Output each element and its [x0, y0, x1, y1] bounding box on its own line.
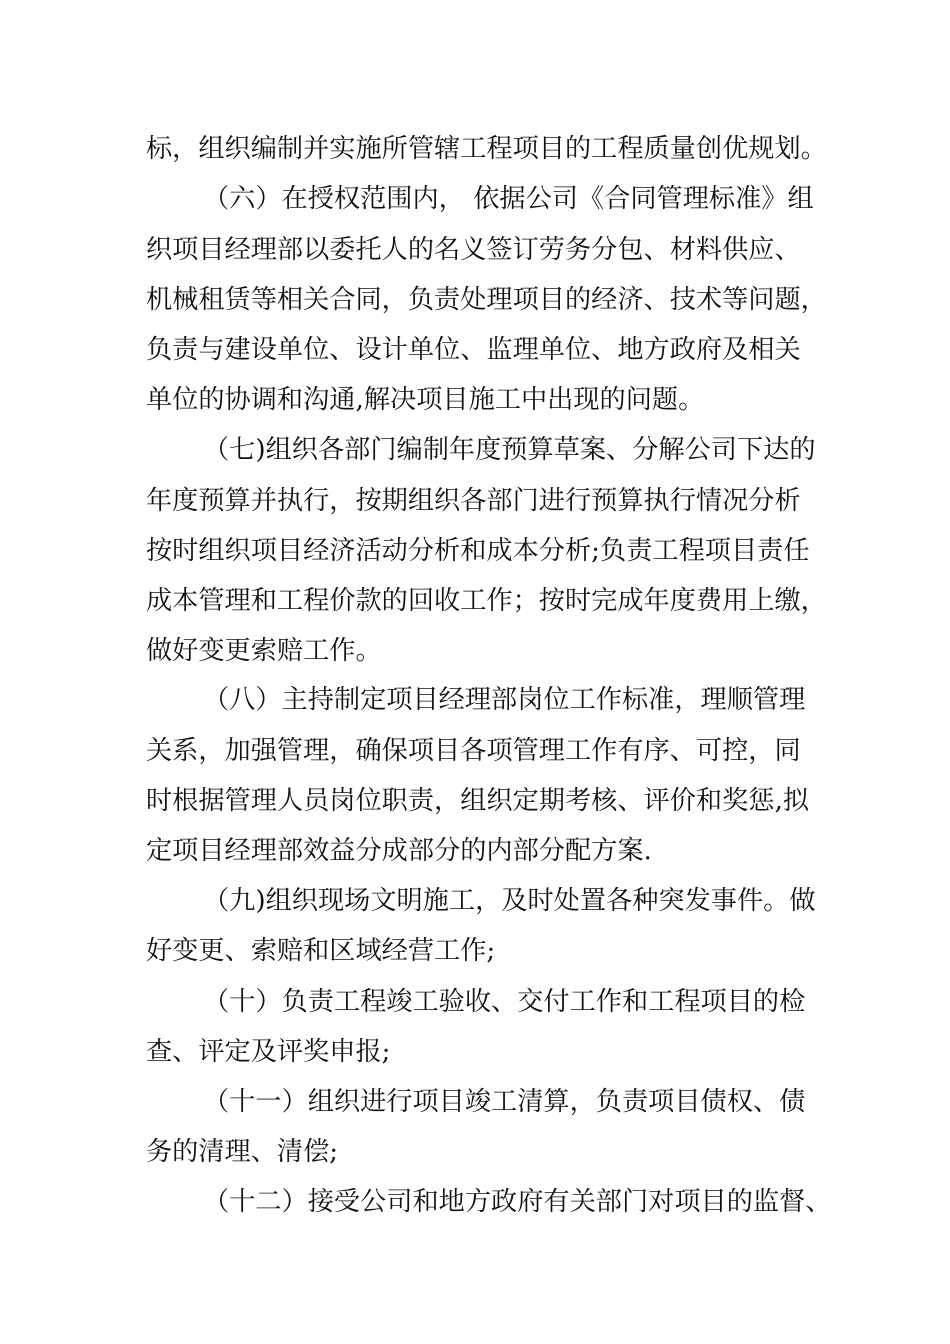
text-line: 查、评定及评奖申报;	[146, 1037, 391, 1067]
text-line: 年度预算并执行，按期组织各部门进行预算执行情况分析	[146, 486, 801, 516]
text-line: 按时组织项目经济活动分析和成本分析;负责工程项目责任	[146, 536, 810, 566]
text-line: 定项目经理部效益分成部分的内部分配方案.	[146, 836, 652, 866]
text-line: 好变更、索赔和区域经营工作;	[146, 936, 496, 966]
text-line: （六）在授权范围内， 依据公司《合同管理标准》组	[203, 184, 814, 214]
text-line: （七)组织各部门编制年度预算草案、分解公司下达的	[203, 435, 816, 465]
text-line: 机械租赁等相关合同，负责处理项目的经济、技术等问题，	[146, 285, 827, 315]
text-line: 关系，加强管理，确保项目各项管理工作有序、可控，同	[146, 736, 801, 766]
text-line: 负责与建设单位、设计单位、监理单位、地方政府及相关	[146, 335, 801, 365]
text-line: （九)组织现场文明施工，及时处置各种突发事件。做	[203, 886, 816, 916]
text-line: 单位的协调和沟通,解决项目施工中出现的问题。	[146, 385, 705, 415]
text-line: 标，组织编制并实施所管辖工程项目的工程质量创优规划。	[146, 134, 827, 164]
text-line: 时根据管理人员岗位职责，组织定期考核、评价和奖惩,拟	[146, 786, 810, 816]
text-line: 织项目经理部以委托人的名义签订劳务分包、材料供应、	[146, 235, 801, 265]
text-line: （十）负责工程竣工验收、交付工作和工程项目的检	[203, 987, 806, 1017]
text-line: 务的清理、清偿;	[146, 1137, 339, 1167]
text-line: （十二）接受公司和地方政府有关部门对项目的监督、	[203, 1187, 832, 1217]
text-line: 成本管理和工程价款的回收工作；按时完成年度费用上缴，	[146, 586, 827, 616]
text-line: （八）主持制定项目经理部岗位工作标准，理顺管理	[203, 685, 806, 715]
text-line: 做好变更索赔工作。	[146, 636, 382, 666]
text-line: （十一）组织进行项目竣工清算，负责项目债权、债	[203, 1087, 806, 1117]
